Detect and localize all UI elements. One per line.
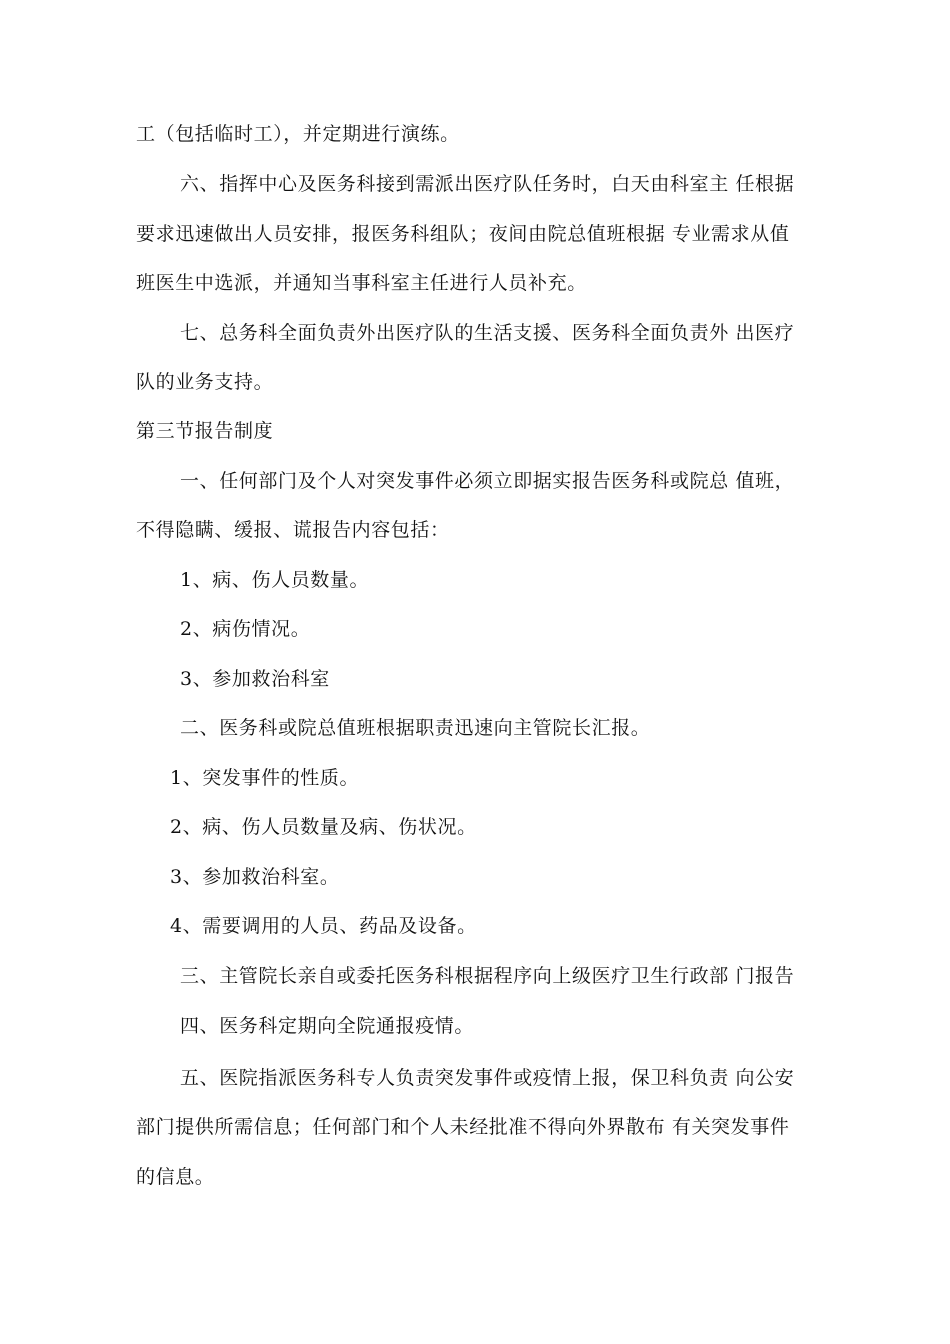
text-line: 不得隐瞒、缓报、谎报告内容包括： [136,519,450,541]
text-line: 七、总务科全面负责外出医疗队的生活支援、医务科全面负责外 出医疗 [180,322,795,344]
list-item: 3、参加救治科室 [180,668,330,690]
section-heading: 第三节报告制度 [136,420,274,442]
text-line: 班医生中选派，并通知当事科室主任进行人员补充。 [136,272,587,294]
list-item: 3、参加救治科室。 [170,866,340,888]
list-item: 4、需要调用的人员、药品及设备。 [170,915,477,937]
list-item: 2、病伤情况。 [180,618,311,640]
text-line: 要求迅速做出人员安排，报医务科组队；夜间由院总值班根据 专业需求从值 [136,223,790,245]
list-item: 2、病、伤人员数量及病、伤状况。 [170,816,477,838]
text-line: 五、医院指派医务科专人负责突发事件或疫情上报，保卫科负责 向公安 [180,1067,795,1089]
text-line: 一、任何部门及个人对突发事件必须立即据实报告医务科或院总 值班， [180,470,795,492]
list-item: 1、突发事件的性质。 [170,767,360,789]
list-item: 1、病、伤人员数量。 [180,569,370,591]
text-line: 工（包括临时工），并定期进行演练。 [136,123,460,145]
text-line: 三、主管院长亲自或委托医务科根据程序向上级医疗卫生行政部 门报告 [180,965,795,987]
text-line: 部门提供所需信息；任何部门和个人未经批准不得向外界散布 有关突发事件 [136,1116,790,1138]
text-line: 六、指挥中心及医务科接到需派出医疗队任务时，白天由科室主 任根据 [180,173,795,195]
text-line: 队的业务支持。 [136,371,274,393]
text-line: 四、医务科定期向全院通报疫情。 [180,1015,475,1037]
text-line: 二、医务科或院总值班根据职责迅速向主管院长汇报。 [180,717,651,739]
text-line: 的信息。 [136,1166,215,1188]
